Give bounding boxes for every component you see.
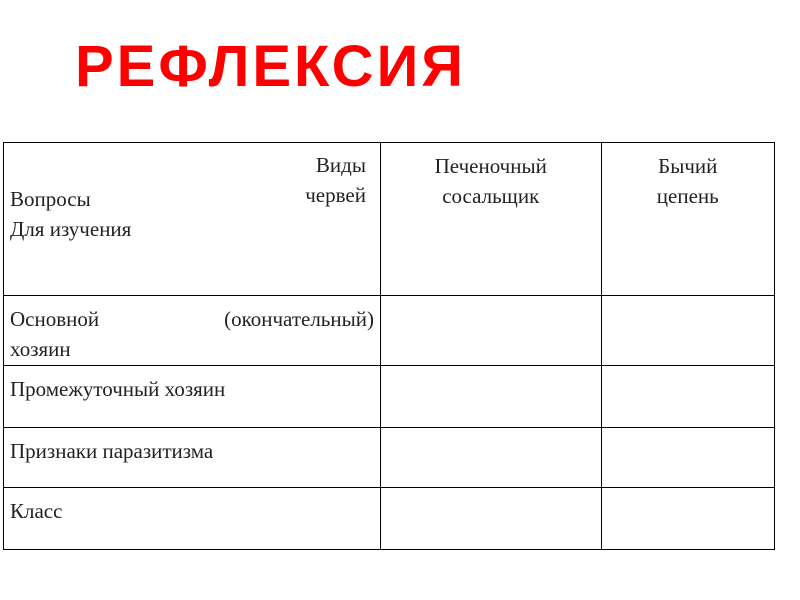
column-header-line: сосальщик [442, 184, 540, 208]
answer-cell[interactable] [601, 428, 774, 488]
row-label-part: Основной [10, 307, 100, 331]
answer-cell[interactable] [380, 296, 601, 366]
corner-header-cell [4, 143, 381, 296]
row-label-part: (окончательный) [224, 307, 374, 331]
answer-cell[interactable] [380, 488, 601, 550]
answer-cell[interactable] [380, 366, 601, 428]
table-row [4, 488, 775, 550]
column-header-line: цепень [656, 184, 719, 208]
row-label-parasitism-signs: Признаки паразитизма [4, 428, 381, 488]
answer-cell[interactable] [601, 366, 774, 428]
reflection-table [3, 142, 775, 550]
corner-questions-label: Вопросы [10, 187, 91, 211]
column-header-liver-fluke [380, 143, 601, 296]
table-row [4, 296, 775, 366]
table-header-row [4, 143, 775, 296]
column-header-beef-tapeworm [601, 143, 774, 296]
answer-cell[interactable] [601, 296, 774, 366]
answer-cell[interactable] [601, 488, 774, 550]
answer-cell[interactable] [380, 428, 601, 488]
column-header-line: Печеночный [434, 154, 547, 178]
slide-title: РЕФЛЕКСИЯ [75, 34, 466, 99]
corner-worms-label: червей [305, 183, 366, 207]
table-row [4, 366, 775, 428]
table-row [4, 428, 775, 488]
row-label-part: хозяин [10, 337, 71, 361]
corner-for-study-label: Для изучения [10, 217, 132, 241]
column-header-line: Бычий [658, 154, 718, 178]
corner-species-label: Виды [315, 153, 366, 177]
row-label-intermediate-host: Промежуточный хозяин [4, 366, 381, 428]
row-label-definitive-host [4, 296, 381, 366]
row-label-class: Класс [4, 488, 381, 550]
